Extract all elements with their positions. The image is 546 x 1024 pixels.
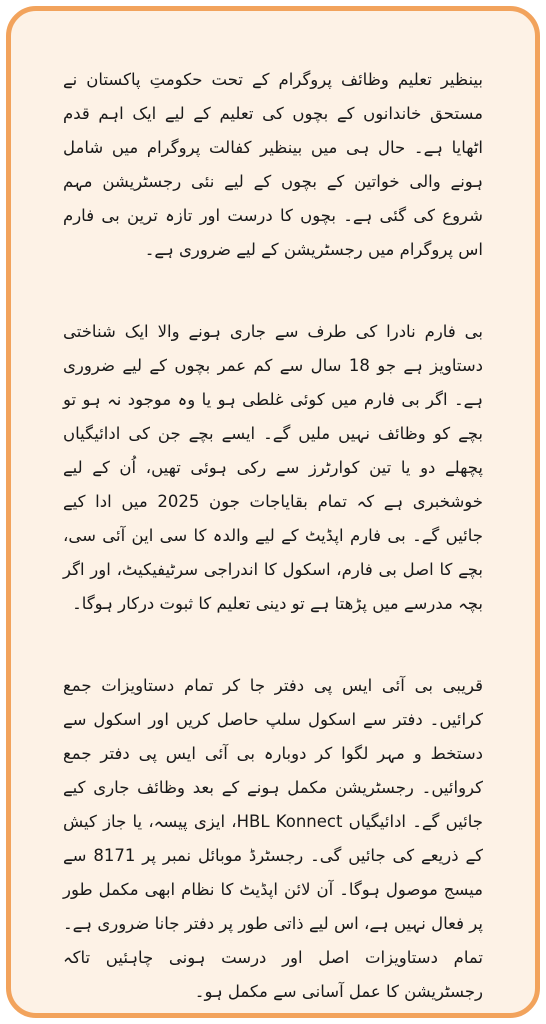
- paragraph-procedure: قریبی بی آئی ایس پی دفتر جا کر تمام دستاویزات جمع کرائیں۔ دفتر سے اسکول سلپ حاصل کریں اور اسکول سے دستخط و مہر لگوا کر دوبارہ بی آئی ایس پی دفتر جمع کروائیں۔ رجسٹریشن مکمل ہونے کے بعد وظائف جاری کیے جائیں گے۔ ادائیگیاں HBL Konnect، ایزی پیسہ، یا جاز کیش کے ذریعے کی جائیں گی۔ رجسٹرڈ موبائل نمبر پر 8171 سے میسج موصول ہوگا۔ آن لائن اپڈیٹ کا نظام ابھی مکمل طور پر فعال نہیں ہے، اس لیے ذاتی طور پر دفتر جانا ضروری ہے۔ تمام دستاویزات اصل اور درست ہونی چاہئیں تاکہ رجسٹریشن کا عمل آسانی سے مکمل ہو۔: [63, 676, 483, 1001]
- paragraph-intro: بینظیر تعلیم وظائف پروگرام کے تحت حکومتِ پاکستان نے مستحق خاندانوں کے بچوں کی تعلیم کے لیے ایک اہم قدم اٹھایا ہے۔ حال ہی میں بینظیر کفالت پروگرام میں شامل ہونے والی خواتین کے بچوں کے لیے نئی رجسٹریشن مہم شروع کی گئی ہے۔ بچوں کا درست اور تازہ ترین بی فارم اس پروگرام میں رجسٹریشن کے لیے ضروری ہے۔: [63, 70, 483, 259]
- paragraph-b-form: بی فارم نادرا کی طرف سے جاری ہونے والا ایک شناختی دستاویز ہے جو 18 سال سے کم عمر بچوں کے لیے ضروری ہے۔ اگر بی فارم میں کوئی غلطی ہو یا وہ موجود نہ ہو تو بچے کو وظائف نہیں ملیں گے۔ ایسے بچے جن کی ادائیگیاں پچھلے دو یا تین کوارٹرز سے رکی ہوئی تھیں، اُن کے لیے خوشخبری ہے کہ تمام بقایاجات جون 2025 میں ادا کیے جائیں گے۔ بی فارم اپڈیٹ کے لیے والدہ کا سی این آئی سی، بچے کا اصل بی فارم، اسکول کا اندراجی سرٹیفیکیٹ، اور اگر بچہ مدرسے میں پڑھتا ہے تو دینی تعلیم کا ثبوت درکار ہوگا۔: [63, 322, 484, 613]
- article-card: [6, 6, 540, 1018]
